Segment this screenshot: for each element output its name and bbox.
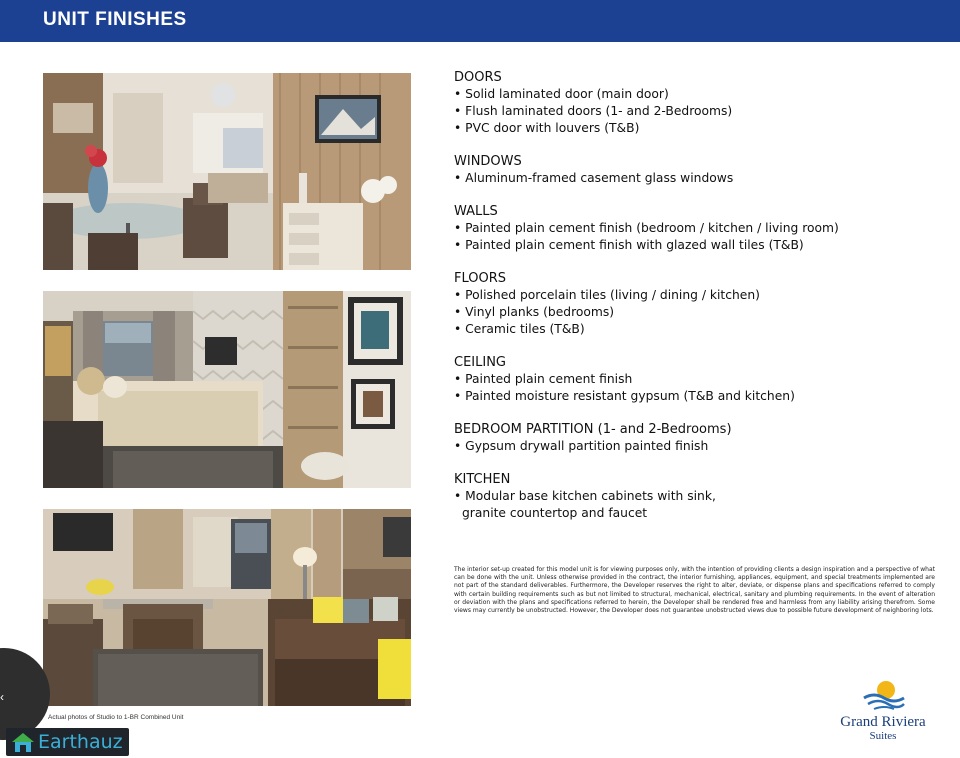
bedroom-partition-title: BEDROOM PARTITION (1- and 2-Bedrooms) [454, 422, 732, 437]
logo-name: Grand Riviera [840, 714, 926, 730]
ceiling-item: • Painted plain cement finish [454, 372, 633, 386]
ceiling-title: CEILING [454, 355, 506, 370]
walls-section [454, 203, 854, 254]
doors-section [454, 69, 854, 137]
walls-item: • Painted plain cement finish (bedroom / kitchen / living room) [454, 221, 839, 235]
grand-riviera-logo [828, 678, 938, 748]
chevron-left-icon[interactable]: ‹ [0, 690, 4, 704]
earthauz-watermark[interactable] [6, 728, 129, 756]
logo-subtitle: Suites [869, 730, 897, 742]
sun-wave-icon [858, 678, 908, 712]
walls-item: • Painted plain cement finish with glazed wall tiles (T&B) [454, 238, 804, 252]
floors-item: • Vinyl planks (bedrooms) [454, 305, 615, 319]
floors-title: FLOORS [454, 271, 507, 286]
doors-item: • Flush laminated doors (1- and 2-Bedrooms) [454, 104, 733, 118]
bedroom-partition-section [454, 421, 854, 455]
ceiling-section [454, 354, 854, 405]
kitchen-section [454, 471, 854, 522]
floors-item: • Polished porcelain tiles (living / dining / kitchen) [454, 288, 760, 302]
doors-item: • Solid laminated door (main door) [454, 87, 669, 101]
bedroom-partition-item: • Gypsum drywall partition painted finish [454, 439, 709, 453]
windows-title: WINDOWS [454, 154, 522, 169]
floors-section [454, 270, 854, 338]
living-room-photo [43, 509, 411, 706]
watermark-text: Earthauz [38, 731, 123, 753]
living-dining-photo [43, 73, 411, 270]
disclaimer-text: The interior set-up created for this model unit is for viewing purposes only, with the intention of providing clients a design inspiration and a perspective of what can be done with the unit. Unless otherwise provided in the contract, the interior furnishing, appliances, equipment, and special treatments implemented are not part of the standard deliverables. Furthermore, the Developer reserves the right to alter, deviate, or dispense plans and specifications referred to comply with certain building requirements such as but not limited to structural, mechanical, electrical, sanitary and plumbing requirements. In the event of alteration or deviation with the plans and specifications referred to herein, the Developer shall be rendered free and harmless from any liability arising therefrom. Some views may currently be unobstructed. However, the Developer does not guarantee unobstructed views due to possible future development of neighboring lots. [454, 566, 935, 615]
kitchen-title: KITCHEN [454, 472, 511, 487]
page-title: UNIT FINISHES [43, 9, 187, 30]
doors-title: DOORS [454, 70, 502, 85]
photo-caption: Actual photos of Studio to 1-BR Combined Unit [48, 714, 184, 721]
doors-item: • PVC door with louvers (T&B) [454, 121, 640, 135]
floors-item: • Ceramic tiles (T&B) [454, 322, 585, 336]
header-bar [0, 0, 960, 42]
kitchen-item-continuation: granite countertop and faucet [462, 506, 648, 520]
ceiling-item: • Painted moisture resistant gypsum (T&B and kitchen) [454, 389, 795, 403]
house-icon [10, 731, 36, 753]
windows-item: • Aluminum-framed casement glass windows [454, 171, 734, 185]
finishes-list [454, 69, 854, 538]
kitchen-item: • Modular base kitchen cabinets with sink, [454, 489, 716, 503]
bedroom-photo [43, 291, 411, 488]
walls-title: WALLS [454, 204, 498, 219]
windows-section [454, 153, 854, 187]
